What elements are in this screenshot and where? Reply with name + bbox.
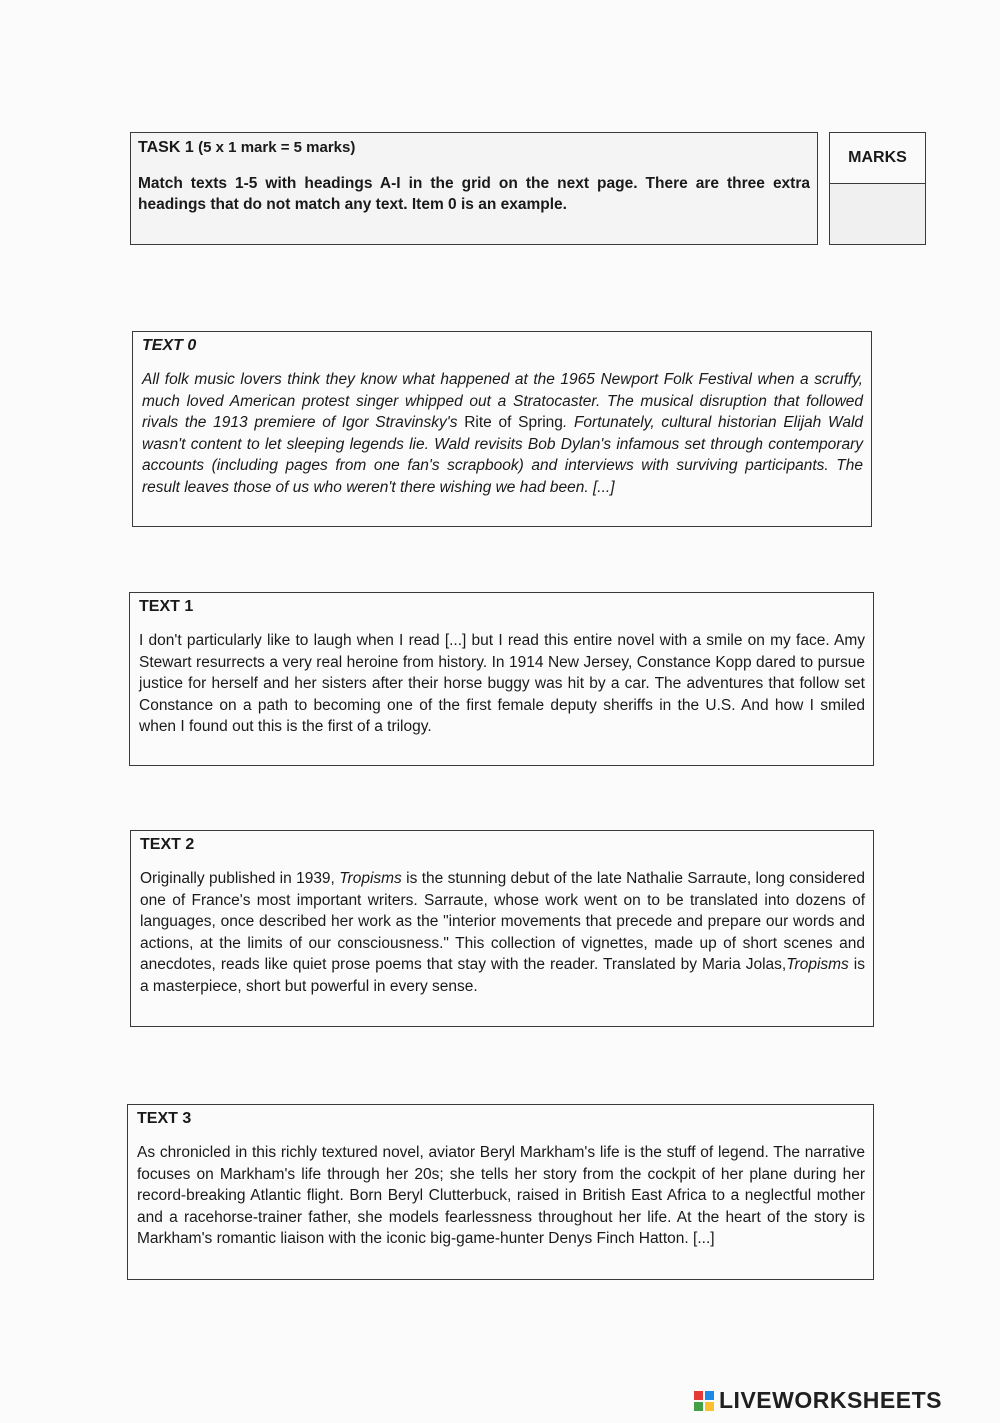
logo-square	[694, 1402, 703, 1411]
text-1-body: I don't particularly like to laugh when I read [...] but I read this entire novel with a smile on my face. Amy Stewart resurrects a very real heroine from history. In 1914 New Jersey, Constance Kopp dared to pursue justice for herself and her sisters after their horse buggy was hit by a car. The adventures that follow set Constance on a path to becoming one of the first female deputy sheriffs in the U.S. And how I smiled when I found out this is the first of a trilogy.	[139, 632, 865, 735]
text-0-body	[142, 369, 863, 498]
text-2-body-part: is the stunning debut of the late Nathalie Sarraute, long considered one of France's most important writers. Sarraute, whose work went on to be translated into dozens of languages, once described her work as the "interior movements that precede and prepare our words and actions, at the limits of our consciousness." This collection of vignettes, made up of short scenes and anecdotes, reads like quiet prose poems that stay with the reader. Translated by Maria Jolas,	[140, 870, 865, 973]
text-0-box	[132, 331, 872, 527]
task-heading: TASK 1	[138, 139, 194, 156]
marks-label: MARKS	[830, 133, 925, 184]
text-2-body	[140, 868, 865, 997]
text-0-body-part: . Fortunately, cultural historian Elijah Wald wasn't content to let sleeping legends lie. Wald revisits Bob Dylan's infamous set through contemporary accounts (including pages from one fan's scrapbook) and interviews with surviving participants. The result leaves those of us who weren't there wishing we had been. [...]	[142, 414, 864, 496]
task-instructions-box	[130, 132, 818, 245]
logo-square	[705, 1391, 714, 1400]
text-2-work-title: Tropisms	[786, 956, 849, 973]
task-title	[138, 139, 810, 157]
liveworksheets-logo	[694, 1387, 942, 1414]
text-1-title: TEXT 1	[139, 598, 194, 615]
text-0-title: TEXT 0	[142, 337, 197, 354]
text-0-body-part: All folk music lovers think they know what happened at the 1965 Newport Folk Festival when a scruffy, much loved American protest singer whipped out a Stratocaster. The musical disruption that followed rivals the 1913 premiere of Igor Stravinsky's	[142, 371, 863, 431]
text-2-body-part: Originally published in 1939,	[140, 870, 340, 887]
text-3-box	[127, 1104, 874, 1280]
text-1-box	[129, 592, 874, 766]
text-2-box	[130, 830, 874, 1027]
liveworksheets-wordmark: LIVEWORKSHEETS	[719, 1387, 942, 1413]
text-3-title: TEXT 3	[137, 1110, 192, 1127]
text-0-work-title: Rite of Spring	[464, 414, 563, 431]
liveworksheets-logo-icon	[694, 1391, 714, 1411]
task-instruction: Match texts 1-5 with headings A-I in the grid on the next page. There are three extra headings that do not match any text. Item 0 is an example.	[138, 175, 810, 213]
text-2-work-title: Tropisms	[339, 870, 402, 887]
logo-square	[705, 1402, 714, 1411]
text-2-body-part: is a masterpiece, short but powerful in every sense.	[140, 956, 865, 995]
task-marks-note: (5 x 1 mark = 5 marks)	[198, 139, 356, 156]
marks-box	[829, 132, 926, 245]
logo-square	[694, 1391, 703, 1400]
text-2-title: TEXT 2	[140, 836, 195, 853]
text-3-body: As chronicled in this richly textured novel, aviator Beryl Markham's life is the stuff of legend. The narrative focuses on Markham's life through her 20s; she tells her story from the cockpit of her plane during her record-breaking Atlantic flight. Born Beryl Clutterbuck, raised in British East Africa to a neglectful mother and a racehorse-trainer father, she models fearlessness throughout her life. At the heart of the story is Markham's romantic liaison with the iconic big-game-hunter Denys Finch Hatton. [...]	[137, 1144, 865, 1247]
